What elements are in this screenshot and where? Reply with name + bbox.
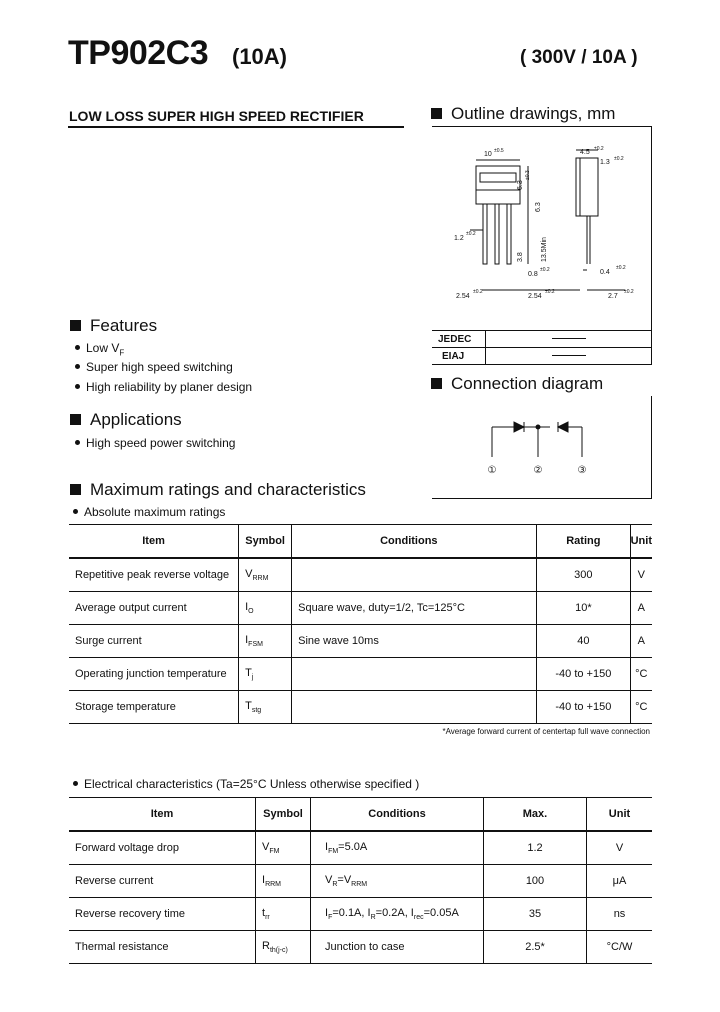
- svg-text:±0.2: ±0.2: [545, 289, 555, 295]
- svg-text:±0.5: ±0.5: [494, 148, 504, 154]
- outline-heading: Outline drawings, mm: [431, 104, 615, 124]
- feature-item: Super high speed switching: [75, 360, 233, 374]
- application-item: High speed power switching: [75, 436, 235, 450]
- table-row: Average output current $I_O$ Square wave, duty=1/2, Tc=125°C 10* A: [69, 592, 652, 625]
- square-bullet-icon: [431, 108, 442, 119]
- table-header-row: [69, 525, 652, 559]
- diode-1-icon: [514, 422, 524, 432]
- part-number: TP902C3: [68, 34, 209, 72]
- product-subtitle: LOW LOSS SUPER HIGH SPEED RECTIFIER: [69, 108, 364, 124]
- ratings-footnote: *Average forward current of centertap full wave connection: [442, 727, 650, 736]
- table-row: Operating junction temperature $T_j$ -40 to +150 °C: [69, 658, 652, 691]
- svg-text:±0.2: ±0.2: [540, 267, 550, 273]
- svg-text:±0.2: ±0.2: [614, 156, 624, 162]
- svg-text:±0.2: ±0.2: [624, 289, 634, 295]
- svg-text:2.54: 2.54: [528, 293, 542, 300]
- col-item: Item: [69, 525, 239, 559]
- feature-item: Low $V_F$: [75, 341, 124, 357]
- electrical-label: Electrical characteristics (Ta=25°C Unless otherwise specified ): [73, 777, 419, 791]
- eiaj-label: EIAJ: [432, 348, 486, 365]
- svg-text:2.54: 2.54: [456, 293, 470, 300]
- lead-2: [495, 204, 499, 264]
- square-bullet-icon: [70, 484, 81, 495]
- svg-text:0.8: 0.8: [528, 271, 538, 278]
- table-row: Repetitive peak reverse voltage $V_{RRM}$ 300 V: [69, 558, 652, 592]
- spec-summary: ( 300V / 10A ): [520, 47, 638, 68]
- connection-heading: Connection diagram: [431, 374, 603, 394]
- diode-2-icon: [558, 422, 568, 432]
- svg-text:3.8: 3.8: [517, 252, 524, 262]
- connection-diagram: [480, 415, 600, 480]
- outline-drawing: [440, 140, 650, 310]
- square-bullet-icon: [70, 320, 81, 331]
- side-view-body: [576, 158, 598, 216]
- part-current: (10A): [232, 44, 288, 69]
- square-bullet-icon: [431, 378, 442, 389]
- package-standard-table: [432, 330, 652, 365]
- svg-text:0.4: 0.4: [600, 269, 610, 276]
- absolute-max-label: Absolute maximum ratings: [73, 505, 225, 519]
- svg-text:±0.2: ±0.2: [594, 146, 604, 152]
- svg-text:1.3: 1.3: [600, 159, 610, 166]
- col-symbol: Symbol: [239, 525, 292, 559]
- jedec-label: JEDEC: [432, 331, 486, 348]
- package-body: [476, 166, 520, 204]
- bullet-dot-icon: [73, 509, 78, 514]
- dim-width: 10: [484, 151, 492, 158]
- bullet-dot-icon: [73, 781, 78, 786]
- pin-1-label: ①: [487, 465, 497, 476]
- lead-1: [483, 204, 487, 264]
- table-row: Reverse current $I_{RRM}$ $V_R=V_{RRM}$ 100 μA: [69, 865, 652, 898]
- lead-3: [507, 204, 511, 264]
- bullet-dot-icon: [75, 345, 80, 350]
- table-header-row: Item Symbol Conditions Max. Unit: [69, 798, 652, 832]
- svg-text:±0.2: ±0.2: [473, 289, 483, 295]
- col-rating: Rating: [537, 525, 631, 559]
- absolute-ratings-table: [69, 524, 652, 724]
- svg-text:1.2: 1.2: [454, 235, 464, 242]
- svg-text:2.7: 2.7: [608, 293, 618, 300]
- svg-text:4.5: 4.5: [580, 149, 590, 156]
- svg-text:13.5Min: 13.5Min: [541, 237, 548, 262]
- table-row: Thermal resistance $R_{th(j-c)}$ Junction to case 2.5* °C/W: [69, 931, 652, 964]
- features-heading: Features: [70, 316, 157, 336]
- bullet-dot-icon: [75, 364, 80, 369]
- pin-2-label: ②: [533, 465, 543, 476]
- svg-text:6.3: 6.3: [535, 202, 542, 212]
- feature-item: High reliability by planer design: [75, 380, 252, 394]
- table-row: Forward voltage drop $V_{FM}$ $I_{FM}=5.0A$ 1.2 V: [69, 831, 652, 865]
- electrical-table: [69, 797, 652, 964]
- square-bullet-icon: [70, 414, 81, 425]
- svg-text:±0.2: ±0.2: [466, 231, 476, 237]
- ratings-heading: Maximum ratings and characteristics: [70, 480, 366, 500]
- bullet-dot-icon: [75, 384, 80, 389]
- svg-text:±0.3: ±0.3: [525, 170, 531, 180]
- subtitle-underline: [68, 126, 404, 128]
- svg-text:±0.2: ±0.2: [616, 265, 626, 271]
- table-row: Reverse recovery time $t_{rr}$ $I_F=0.1A$, $I_R=0.2A$, $I_{rec}=0.05A$ 35 ns: [69, 898, 652, 931]
- pin-3-label: ③: [577, 465, 587, 476]
- bullet-dot-icon: [75, 440, 80, 445]
- applications-heading: Applications: [70, 410, 182, 430]
- table-row: Surge current $I_{FSM}$ Sine wave 10ms 40 A: [69, 625, 652, 658]
- svg-text:6.3: 6.3: [517, 180, 524, 190]
- table-row: Storage temperature $T_{stg}$ -40 to +150 °C: [69, 691, 652, 724]
- col-unit: Unit: [630, 525, 652, 559]
- col-conditions: Conditions: [292, 525, 537, 559]
- package-tab: [480, 173, 516, 182]
